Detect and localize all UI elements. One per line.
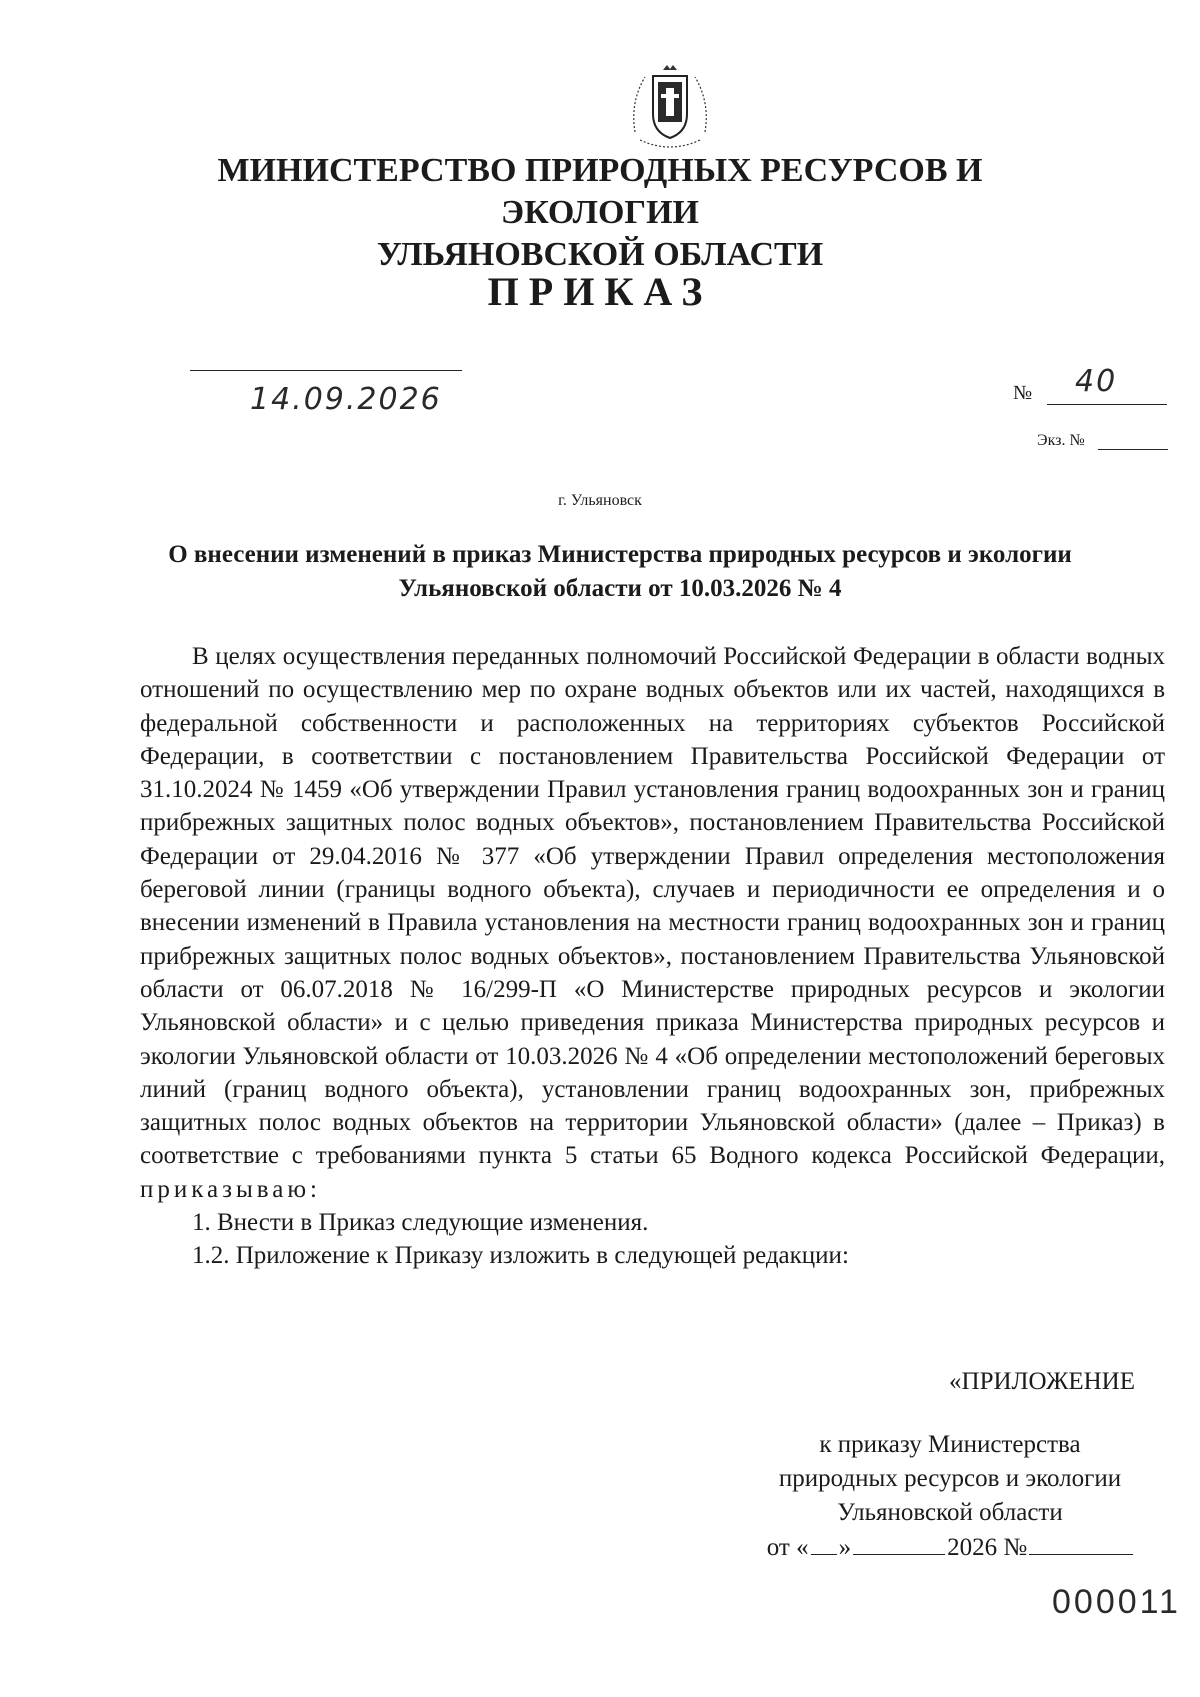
appendix-line3: Ульяновской области	[837, 1499, 1063, 1526]
order-number-label: №	[1013, 382, 1033, 404]
order-subject-line2: Ульяновской области от 10.03.2026 № 4	[398, 575, 842, 602]
appendix-line2: природных ресурсов и экологии	[778, 1465, 1122, 1492]
body-item-1: 1. Внести в Приказ следующие изменения.	[192, 1209, 649, 1237]
body-paragraph	[140, 640, 1165, 1206]
appendix-line1: к приказу Министерства	[819, 1431, 1081, 1458]
page-number: 000011	[1052, 1583, 1181, 1621]
document-type: ПРИКАЗ	[487, 269, 713, 314]
appendix-lines	[740, 1428, 1160, 1530]
appendix-from-label: от «	[766, 1534, 809, 1561]
ministry-name-line1: МИНИСТЕРСТВО ПРИРОДНЫХ РЕСУРСОВ И ЭКОЛОГИИ	[217, 152, 983, 231]
appendix-number-blank	[1029, 1532, 1133, 1555]
appendix-day-blank	[811, 1532, 837, 1555]
body-item-2: 1.2. Приложение к Приказу изложить в следующей редакции:	[192, 1242, 849, 1270]
order-word: приказываю:	[140, 1175, 321, 1203]
order-subject	[110, 538, 1130, 606]
copy-number-underline	[1098, 449, 1168, 450]
city: г. Ульяновск	[558, 492, 642, 509]
ministry-name	[150, 150, 1050, 276]
copy-number-label: Экз. №	[1037, 432, 1085, 449]
order-subject-line1: О внесении изменений в приказ Министерства природных ресурсов и экологии	[168, 541, 1072, 568]
body-paragraph-text: В целях осуществления переданных полномочий Российской Федерации в области водных отношений по осуществлению мер по охране водных объектов или их частей, находящихся в федеральной собственности и расположенных на территориях субъектов Российской Федерации, в соответствии с постановлением Правительства Российской Федерации от 31.10.2024 № 1459 «Об утверждении Правил установления границ водоохранных зон и границ прибрежных защитных полос водных объектов», постановлением Правительства Российской Федерации от 29.04.2016 № 377 «Об утверждении Правил определения местоположения береговой линии (границы водного объекта), случаев и периодичности ее определения и о внесении изменений в Правила установления на местности границ водоохранных зон и границ прибрежных защитных полос водных объектов», постановлением Правительства Ульяновской области от 06.07.2018 № 16/299-П «О Министерстве природных ресурсов и экологии Ульяновской области» и с целью приведения приказа Министерства природных ресурсов и экологии Ульяновской области от 10.03.2026 № 4 «Об определении местоположений береговых линий (границ водного объекта), установлении границ водоохранных зон, прибрежных защитных полос водных объектов на территории Ульяновской области» (далее – Приказ) в соответствие с требованиями пункта 5 статьи 65 Водного кодекса Российской Федерации,	[140, 643, 1165, 1170]
appendix-title: «ПРИЛОЖЕНИЕ	[949, 1368, 1135, 1395]
ministry-name-line2: УЛЬЯНОВСКОЙ ОБЛАСТИ	[376, 236, 824, 273]
order-date: 14.09.2026	[250, 382, 442, 417]
order-number-underline	[1047, 404, 1167, 405]
appendix-month-blank	[853, 1532, 945, 1555]
date-underline	[190, 370, 462, 371]
appendix-quote-close: »	[838, 1534, 852, 1561]
appendix-signature-line	[740, 1532, 1160, 1562]
coat-of-arms-icon	[625, 62, 715, 152]
order-body	[140, 640, 1165, 1273]
order-number: 40	[1075, 364, 1118, 399]
appendix-header	[740, 1368, 1160, 1562]
appendix-year-label: 2026 №	[947, 1534, 1028, 1561]
